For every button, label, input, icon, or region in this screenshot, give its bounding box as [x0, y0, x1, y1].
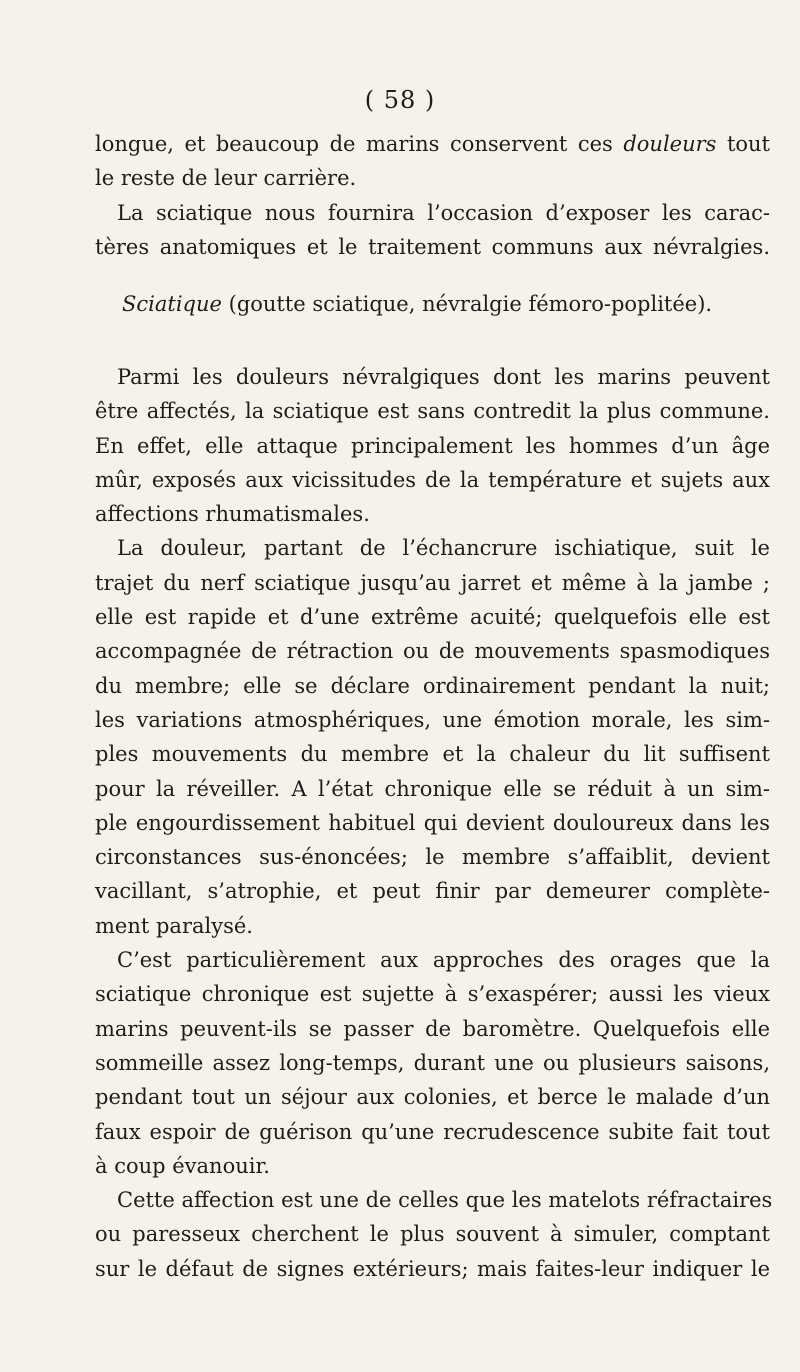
- body-line: pour la réveiller. A l’état chronique elle se réduit à un sim-: [95, 776, 770, 801]
- intro-paragraph: [95, 127, 770, 264]
- body-line: Parmi les douleurs névralgiques dont les marins peuvent: [117, 365, 770, 389]
- body-line: sur le défaut de signes extérieurs; mais faites-leur indiquer le: [95, 1256, 770, 1281]
- emphasized-word: douleurs: [623, 132, 717, 156]
- body-line: mûr, exposés aux vicissitudes de la température et sujets aux: [95, 467, 770, 492]
- body-line: marins peuvent-ils se passer de baromètre. Quelquefois elle: [95, 1016, 770, 1041]
- body-line: vacillant, s’atrophie, et peut finir par demeurer complète-: [95, 879, 770, 904]
- body-line: La douleur, partant de l’échancrure ischiatique, suit le: [117, 536, 770, 561]
- body-line: ment paralysé.: [95, 913, 253, 938]
- body-line: ou paresseux cherchent le plus souvent à simuler, comptant: [95, 1222, 770, 1247]
- intro-line-4: tères anatomiques et le traitement communs aux névralgies.: [95, 234, 770, 259]
- body-line: sommeille assez long-temps, durant une ou plusieurs saisons,: [95, 1050, 770, 1075]
- body-text: [95, 360, 773, 1286]
- section-heading-title: Sciatique: [122, 292, 222, 316]
- body-line: En effet, elle attaque principalement les hommes d’un âge: [95, 433, 770, 458]
- section-heading: [122, 292, 712, 316]
- intro-line-3: La sciatique nous fournira l’occasion d’exposer les carac-: [117, 200, 770, 225]
- body-line: les variations atmosphériques, une émotion morale, les sim-: [95, 707, 770, 732]
- body-line: affections rhumatismales.: [95, 502, 370, 527]
- body-line: circonstances sus-énoncées; le membre s’affaiblit, devient: [95, 845, 770, 870]
- body-line: être affectés, la sciatique est sans contredit la plus commune.: [95, 399, 770, 424]
- section-heading-subtitle: (goutte sciatique, névralgie fémoro-poplitée).: [228, 292, 713, 316]
- body-line: accompagnée de rétraction ou de mouvements spasmodiques: [95, 639, 770, 664]
- body-line: trajet du nerf sciatique jusqu’au jarret et même à la jambe ;: [95, 570, 770, 595]
- body-line: elle est rapide et d’une extrême acuité; quelquefois elle est: [95, 605, 770, 630]
- body-line: du membre; elle se déclare ordinairement pendant la nuit;: [95, 673, 770, 698]
- intro-line-1: longue, et beaucoup de marins conservent ces douleurs tout: [95, 132, 770, 156]
- body-line: sciatique chronique est sujette à s’exaspérer; aussi les vieux: [95, 982, 770, 1007]
- body-line: Cette affection est une de celles que les matelots réfractaires: [117, 1188, 773, 1213]
- body-line: ples mouvements du membre et la chaleur du lit suffisent: [95, 742, 770, 767]
- body-line: C’est particulièrement aux approches des orages que la: [117, 948, 770, 973]
- page-number: ( 58 ): [364, 86, 436, 114]
- body-line: à coup évanouir.: [95, 1153, 270, 1178]
- body-line: faux espoir de guérison qu’une recrudescence subite fait tout: [95, 1119, 770, 1144]
- body-line: ple engourdissement habituel qui devient douloureux dans les: [95, 810, 770, 835]
- intro-line-2: le reste de leur carrière.: [95, 166, 357, 191]
- body-line: pendant tout un séjour aux colonies, et berce le malade d’un: [95, 1085, 770, 1110]
